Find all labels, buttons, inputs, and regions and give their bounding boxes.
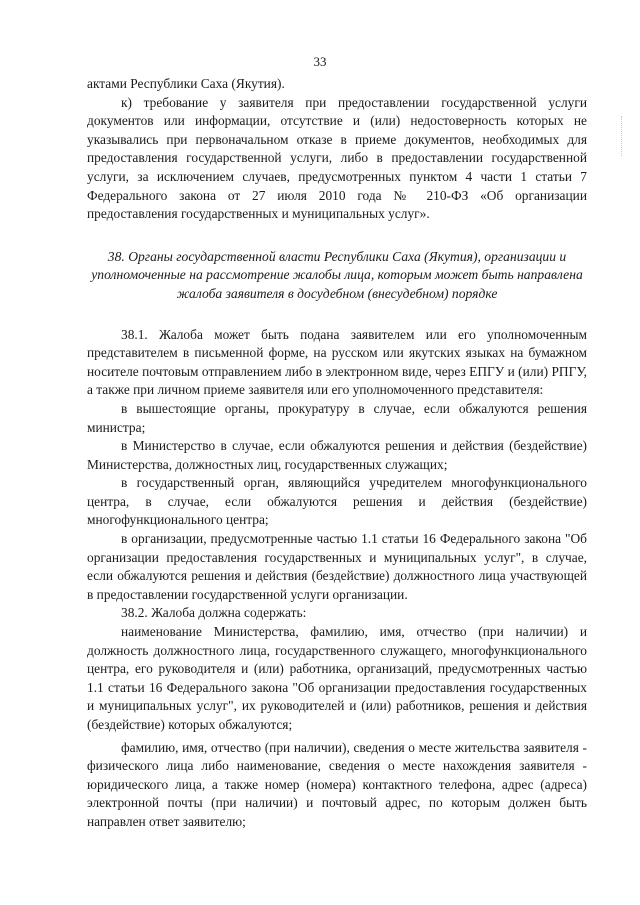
paragraph-ministry: в Министерство в случае, если обжалуются решения и действия (бездействие) Министерства, должностных лиц, государственных служащих; (87, 438, 587, 472)
paragraph-higher-authorities: в вышестоящие органы, прокуратуру в случае, если обжалуются решения министра; (87, 400, 587, 435)
paragraph-state-body: в государственный орган, являющийся учредителем многофункционального центра, в случае, если обжалуются решения и действия (бездействие) многофункционального центра; (87, 475, 587, 528)
document-body (87, 75, 587, 832)
paragraph-applicant-details: фамилию, имя, отчество (при наличии), сведения о месте жительства заявителя - физического лица либо наименование, сведения о месте нахождения заявителя - юридического лица, а также номер (номера) контактного телефона, адрес (адреса) электронной почты (при наличии) и почтовый адрес, по которым должен быть направлен ответ заявителю; (87, 739, 587, 829)
paragraph-38-1: 38.1. Жалоба может быть подана заявителем или его уполномоченным представителем в письменной форме, на русском или якутских языках на бумажном носителе почтовым отправлением либо в электронном виде, через ЕПГУ и (или) РПГУ, а также при личном приеме заявителя или его уполномоченного представителя: (87, 326, 587, 398)
margin-scan-mark (621, 116, 626, 156)
paragraph-38-2: 38.2. Жалоба должна содержать: (121, 605, 307, 621)
section-title: 38. Органы государственной власти Республики Саха (Якутия), организации и уполномоченные на рассмотрение жалобы лица, которым может быть направлена жалоба заявителя в досудебном (внесудебном) порядке (91, 248, 583, 301)
paragraph-organizations: в организации, предусмотренные частью 1.1 статьи 16 Федерального закона "Об организации предоставления государственных и муниципальных услуг", в случае, если обжалуются решения и действия (бездействие) должностного лица участвующей в предоставлении государственной услуги организации. (87, 531, 587, 602)
paragraph-continuation: актами Республики Саха (Якутия). (87, 76, 285, 91)
paragraph-item-k: к) требование у заявителя при предоставлении государственной услуги документов или информации, отсутствие и (или) недостоверность которых не указывались при первоначальном отказе в приеме документов, необходимых для предоставления государственной услуги, либо в предоставлении государственной услуги, за исключением случаев, предусмотренных пунктом 4 части 1 статьи 7 Федерального закона от 27 июля 2010 года № 210-ФЗ «Об организации предоставления государственных и муниципальных услуг». (87, 94, 587, 222)
paragraph-name-of-ministry: наименование Министерства, фамилию, имя, отчество (при наличии) и должность должностного лица, государственного служащего, многофункционального центра, его руководителя и (или) работника, организаций, предусмотренных частью 1.1 статьи 16 Федерального закона "Об организации предоставления государственных и муниципальных услуг", их руководителей и (или) работников, решения и действия (бездействие) которых обжалуются; (87, 624, 587, 732)
page-number: 33 (313, 54, 327, 69)
